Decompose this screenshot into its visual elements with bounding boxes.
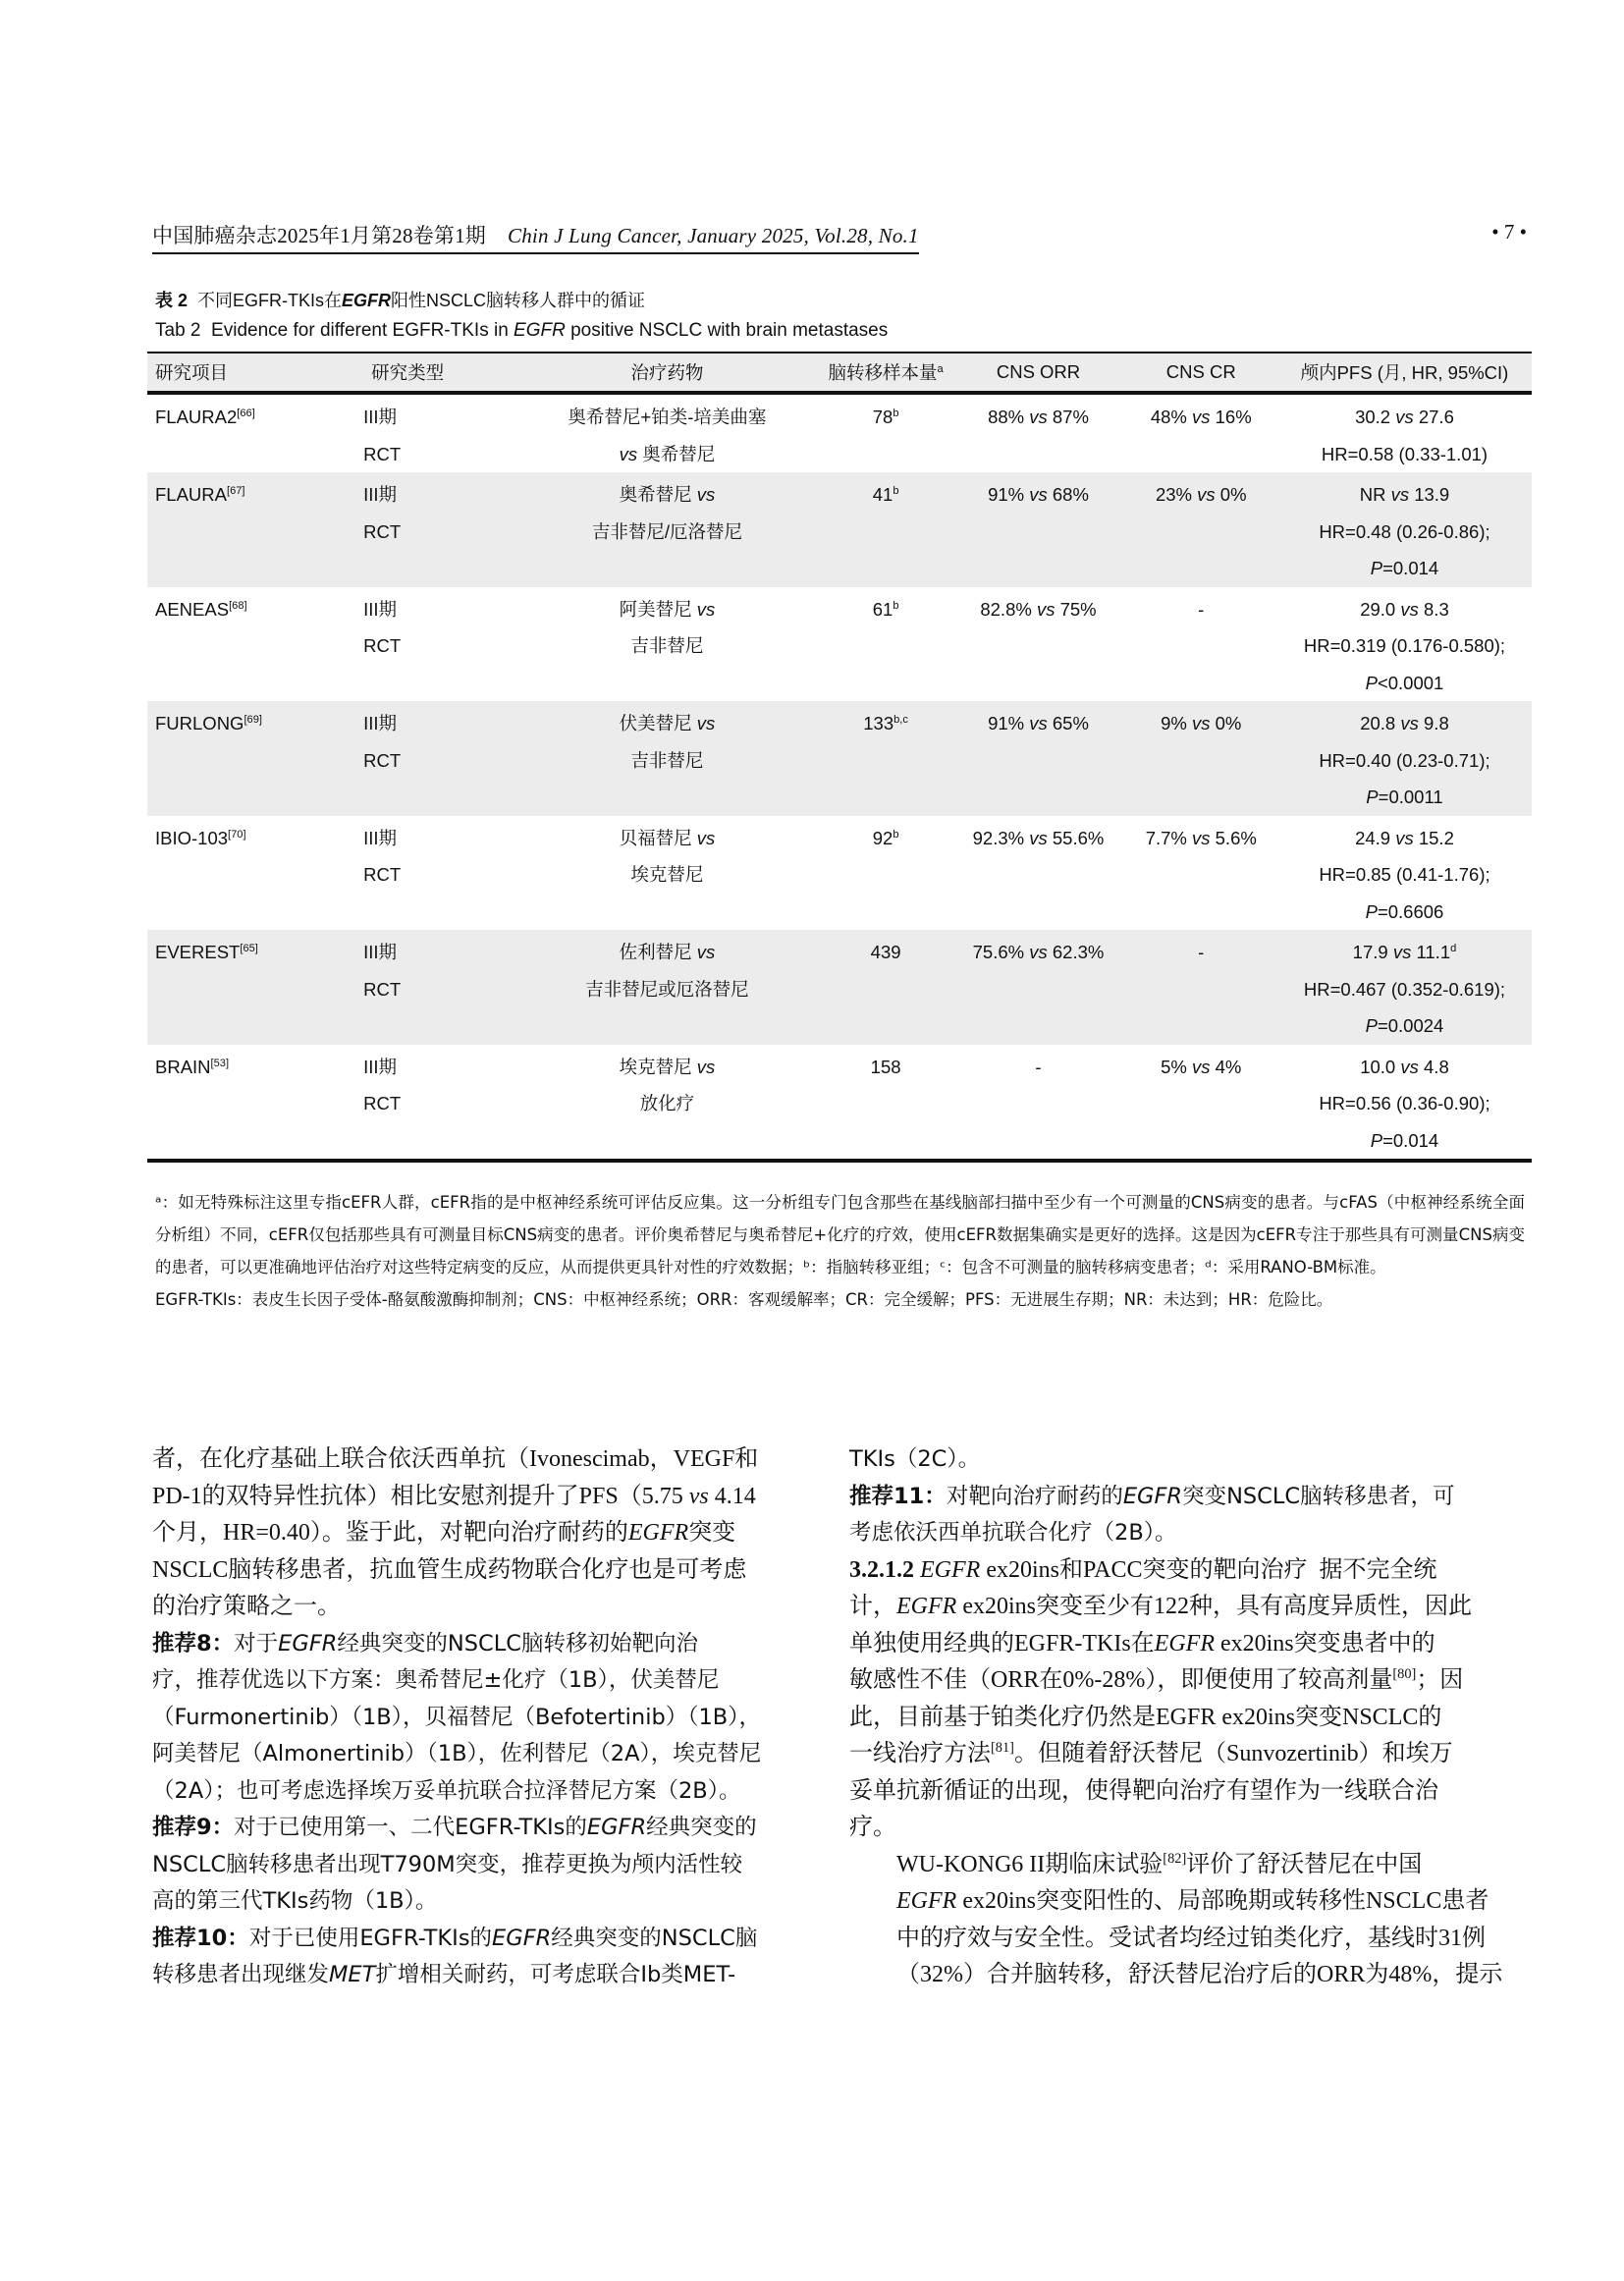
col-header-drug: 治疗药物 — [514, 353, 820, 393]
cell-cns-cr: 7.7% vs 5.6% — [1145, 827, 1257, 848]
cell-sample-size: 61$^b$ — [872, 598, 899, 620]
col-header-type: 研究类型 — [349, 353, 514, 393]
text-line: 单独使用经典的EGFR-TKIs在EGFR ex20ins突变患者中的 — [849, 1630, 1435, 1656]
cell-cns-cr: - — [1198, 598, 1205, 620]
cell-sample-size: 78$^b$ — [872, 407, 899, 427]
cell-pfs: 29.0 vs 8.3 HR=0.319 (0.176-0.580); P<0.0001 — [1303, 598, 1506, 693]
cell-drug: 佐利替尼 vs 吉非替尼或厄洛替尼 — [585, 942, 749, 1000]
text-line: PD-1的双特异性抗体）相比安慰剂提升了PFS（5.75 vs 4.14 — [152, 1483, 756, 1509]
col-header-cr: CNS CR — [1125, 353, 1277, 393]
text-line: 转移患者出现继发MET扩增相关耐药，可考虑联合Ib类MET- — [152, 1962, 736, 1987]
cell-drug: 阿美替尼 vs 吉非替尼 — [619, 598, 716, 656]
text-line: 敏感性不佳（ORR在0%-28%），即便使用了较高剂量[80]；因 — [849, 1666, 1464, 1693]
text-line: 推荐10：对于已使用EGFR-TKIs的EGFR经典突变的NSCLC脑 — [152, 1925, 758, 1951]
cell-study-type: III期 RCT — [363, 942, 402, 1000]
caption-en-part: Evidence for different EGFR-TKIs in — [211, 320, 509, 341]
cell-study-type: III期 RCT — [363, 713, 402, 771]
col-header-pfs: 颅内PFS (月, HR, 95%CI) — [1277, 353, 1532, 393]
paragraph-wukong6 — [849, 1847, 1519, 1994]
col-header-study: 研究项目 — [147, 353, 349, 393]
text-line: 推荐11：对靶向治疗耐药的EGFR突变NSCLC脑转移患者，可 — [849, 1483, 1455, 1509]
recommendation-9 — [152, 1810, 822, 1921]
cell-study: EVEREST[65] — [155, 942, 258, 962]
col-header-sample: 脑转移样本量$^a$ — [820, 353, 952, 393]
cell-drug: 奥希替尼+铂类-培美曲塞 vs 奥希替尼 — [568, 407, 767, 464]
table-row — [147, 701, 1532, 816]
cell-study: FLAURA2[66] — [155, 407, 255, 427]
table-row — [147, 587, 1532, 702]
cell-cns-orr: 82.8% vs 75% — [980, 598, 1097, 620]
cell-cns-orr: 88% vs 87% — [988, 407, 1089, 427]
cell-pfs: 20.8 vs 9.8 HR=0.40 (0.23-0.71); P=0.0011 — [1319, 713, 1490, 807]
text-line: 推荐8：对于EGFR经典突变的NSCLC脑转移初始靶向治 — [152, 1630, 698, 1656]
body-column-right — [849, 1441, 1519, 1994]
cell-study: BRAIN[53] — [147, 1045, 349, 1162]
text-line: NSCLC脑转移患者，抗血管生成药物联合化疗也是可考虑 — [152, 1556, 747, 1583]
text-line: 疗，推荐优选以下方案：奥希替尼±化疗（1B），伏美替尼 — [152, 1667, 720, 1693]
text-line: 考虑依沃西单抗联合化疗（2B）。 — [849, 1520, 1177, 1546]
cell-drug: 奥希替尼 vs 吉非替尼/厄洛替尼 — [591, 484, 742, 542]
cell-pfs: 17.9 vs 11.1$^d$ HR=0.467 (0.352-0.619); P=0.0024 — [1303, 942, 1506, 1036]
text-line: 中的疗效与安全性。受试者均经过铂类化疗，基线时31例 — [896, 1925, 1486, 1951]
cell-pfs: 24.9 vs 15.2 HR=0.85 (0.41-1.76); P=0.6606 — [1319, 827, 1490, 922]
table-row — [147, 472, 1532, 587]
cell-study-type: III期 RCT — [363, 407, 402, 464]
text-line: WU-KONG6 II期临床试验[82]评价了舒沃替尼在中国 — [896, 1850, 1423, 1877]
text-line: 者，在化疗基础上联合依沃西单抗（Ivonescimab，VEGF和 — [152, 1446, 759, 1472]
text-line: NSCLC脑转移患者出现T790M突变，推荐更换为颅内活性较 — [152, 1851, 743, 1877]
table-row — [147, 930, 1532, 1045]
cell-cns-orr: 91% vs 65% — [988, 713, 1089, 733]
text-line: 3.2.1.2 EGFR ex20ins和PACC突变的靶向治疗 据不完全统 — [849, 1556, 1437, 1583]
cell-sample-size: 41$^b$ — [872, 484, 899, 505]
table-row — [147, 1045, 1532, 1162]
paragraph-antiangiogenic — [152, 1441, 822, 1626]
cell-sample-size: 92$^b$ — [872, 827, 899, 848]
cell-cns-orr: 75.6% vs 62.3% — [972, 942, 1105, 962]
text-line: 阿美替尼（Almonertinib）（1B），佐利替尼（2A），埃克替尼 — [152, 1741, 762, 1766]
recommendation-10-continued: TKIs（2C）。 — [849, 1446, 981, 1472]
cell-drug: 贝福替尼 vs 埃克替尼 — [619, 827, 716, 885]
caption-cn-part: 阳性NSCLC脑转移人群中的循证 — [391, 291, 646, 310]
cell-pfs: NR vs 13.9 HR=0.48 (0.26-0.86); P=0.014 — [1319, 484, 1490, 578]
journal-citation — [152, 220, 919, 254]
table-row — [147, 393, 1532, 472]
section-number: 3.2.1.2 — [849, 1556, 914, 1583]
page-number: • 7 • — [1491, 220, 1527, 244]
cell-drug: 伏美替尼 vs 吉非替尼 — [619, 713, 716, 771]
table-header-row — [147, 353, 1532, 393]
running-header — [152, 220, 1527, 249]
cell-cns-cr: 9% vs 0% — [1161, 713, 1242, 733]
cell-sample-size: 133$^{b,c}$ — [863, 713, 908, 733]
table-caption-en — [155, 320, 888, 342]
text-line: （32%）合并脑转移，舒沃替尼治疗后的ORR为48%，提示 — [896, 1962, 1503, 1987]
cell-cns-cr: 5% vs 4% — [1125, 1045, 1277, 1162]
text-line: 一线治疗方法[81]。但随着舒沃替尼（Sunvozertinib）和埃万 — [849, 1740, 1453, 1766]
caption-cn-part: 不同EGFR-TKIs在 — [197, 291, 343, 310]
text-line: 计，EGFR ex20ins突变至少有122种，具有高度异质性，因此 — [849, 1594, 1472, 1619]
cell-cns-orr: 91% vs 68% — [988, 484, 1089, 505]
body-column-left — [152, 1441, 822, 1994]
recommendation-11 — [849, 1479, 1519, 1552]
cell-pfs: 30.2 vs 27.6 HR=0.58 (0.33-1.01) — [1321, 407, 1489, 464]
text-line: EGFR ex20ins突变阳性的、局部晚期或转移性NSCLC患者 — [896, 1888, 1489, 1914]
text-line: 个月，HR=0.40）。鉴于此，对靶向治疗耐药的EGFR突变 — [152, 1520, 736, 1546]
footnote-definitions: ᵃ：如无特殊标注这里专指cEFR人群，cEFR指的是中枢神经系统可评估反应集。这一分析组专门包含那些在基线脑部扫描中至少有一个可测量的CNS病变的患者。与cFAS（中枢神经系统全面分析组）不同，cEFR仅包括那些具有可测量目标CNS病变的患者。评价奥希替尼与奥希替尼+化疗的疗效，使用cEFR数据集确实是更好的选择。这是因为cEFR专注于那些具有可测量CNS病变的患者，可以更准确地评估治疗对这些特定病变的反应，从而提供更具针对性的疗效数据；ᵇ：指脑转移亚组；ᶜ：包含不可测量的脑转移病变患者；ᵈ：采用RANO-BM标准。 — [155, 1193, 1525, 1276]
table-label-en: Tab 2 — [155, 320, 201, 341]
table-row — [147, 816, 1532, 931]
cell-study: FURLONG[69] — [155, 713, 262, 733]
cell-cns-cr: - — [1198, 942, 1205, 962]
caption-en-part: positive NSCLC with brain metastases — [570, 320, 889, 341]
cell-pfs: 10.0 vs 4.8 HR=0.56 (0.36-0.90); P=0.014 — [1277, 1045, 1532, 1162]
text-line: （Furmonertinib）（1B），贝福替尼（Befotertinib）（1B）， — [152, 1704, 761, 1730]
journal-name-en: Chin J Lung Cancer, January 2025, Vol.28, No.1 — [508, 224, 919, 247]
cell-cns-cr: 48% vs 16% — [1150, 407, 1252, 427]
recommendation-10 — [152, 1921, 822, 1994]
table-label-cn: 表 2 — [155, 291, 189, 310]
table-caption-cn — [155, 287, 645, 312]
cell-study: FLAURA[67] — [155, 484, 245, 505]
col-header-orr: CNS ORR — [951, 353, 1124, 393]
text-line: 高的第三代TKIs药物（1B）。 — [152, 1888, 438, 1914]
cell-study-type: III期 RCT — [363, 827, 402, 885]
text-line: 妥单抗新循证的出现，使得靶向治疗有望作为一线联合治 — [849, 1777, 1438, 1804]
cell-cns-orr: 92.3% vs 55.6% — [972, 827, 1105, 848]
cell-study-type: III期 RCT — [363, 598, 402, 656]
table-footnotes — [155, 1186, 1525, 1316]
cell-study: IBIO-103[70] — [155, 827, 246, 848]
text-line: （2A）；也可考虑选择埃万妥单抗联合拉泽替尼方案（2B）。 — [152, 1777, 741, 1804]
cell-cns-orr: - — [951, 1045, 1124, 1162]
cell-drug: 埃克替尼 vs 放化疗 — [514, 1045, 820, 1162]
text-line: 的治疗策略之一。 — [152, 1594, 341, 1619]
cell-sample-size: 439 — [870, 942, 901, 962]
cell-study-type: III期 RCT — [349, 1045, 514, 1162]
cell-study: AENEAS[68] — [155, 598, 247, 620]
caption-en-gene: EGFR — [514, 320, 566, 341]
footnote-abbreviations: EGFR-TKIs：表皮生长因子受体-酪氨酸激酶抑制剂；CNS：中枢神经系统；ORR：客观缓解率；CR：完全缓解；PFS：无进展生存期；NR：未达到；HR：危险比。 — [155, 1290, 1333, 1309]
cell-study-type: III期 RCT — [363, 484, 402, 542]
cell-cns-cr: 23% vs 0% — [1155, 484, 1247, 505]
journal-name-cn: 中国肺癌杂志2025年1月第28卷第1期 — [152, 224, 486, 247]
recommendation-8 — [152, 1626, 822, 1811]
evidence-table — [147, 352, 1532, 1163]
text-line: 此，目前基于铂类化疗仍然是EGFR ex20ins突变NSCLC的 — [849, 1704, 1442, 1730]
caption-cn-gene: EGFR — [342, 291, 392, 310]
text-line: 推荐9：对于已使用第一、二代EGFR-TKIs的EGFR经典突变的 — [152, 1815, 757, 1840]
section-3-2-1-2 — [849, 1552, 1519, 1847]
cell-sample-size: 158 — [820, 1045, 952, 1162]
text-line: 疗。 — [849, 1815, 896, 1840]
